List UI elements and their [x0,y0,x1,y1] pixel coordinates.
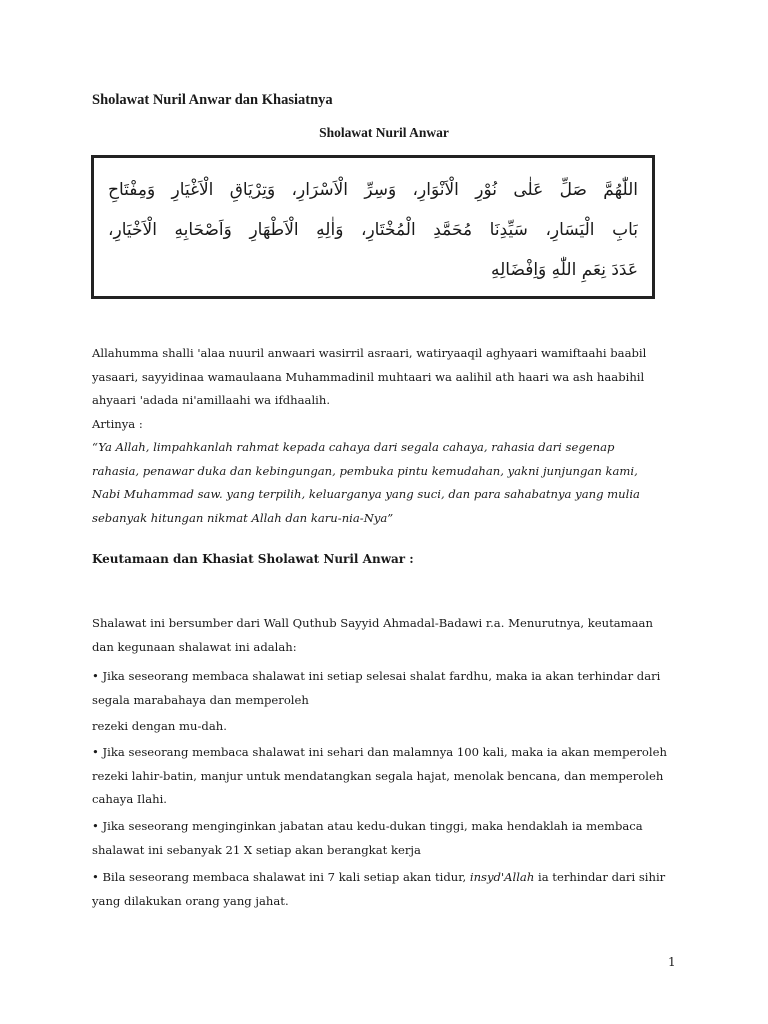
bullet-paragraph [92,715,692,739]
arabic-line: عَدَدَ نِعَمِ اللّٰهِ وَاِفْضَالِهِ [490,260,638,280]
bullet-line [92,866,692,890]
bullet-text: • Bila seseorang membaca shalawat ini 7 kali setiap akan tidur, [92,870,470,884]
arabic-line: اللّٰهُمَّ صَلِّ عَلٰى نُوْرِ الْاَنْوَارِ، وَسِرِّ الْاَسْرَارِ، وَتِرْيَاقِ الْاَغْيَارِ وَمِفْتَاحِ [108,180,638,200]
bullet-paragraph [92,665,692,712]
intro-paragraph [92,612,692,659]
bullet-paragraph [92,815,692,862]
bullet-text: ia terhindar dari sihir [534,870,666,884]
bullet-line: • Jika seseorang membaca shalawat ini sehari dan malamnya 100 kali, maka ia akan memperoleh [92,745,667,759]
intro-line: dan kegunaan shalawat ini adalah: [92,639,297,654]
translation-line: “Ya Allah, limpahkanlah rahmat kepada cahaya dari segala cahaya, rahasia dari segenap [92,440,615,454]
translation-line: Nabi Muhammad saw. yang terpilih, keluarganya yang suci, dan para sahabatnya yang mulia [92,487,640,501]
bullet-line: segala marabahaya dan memperoleh [92,692,309,707]
latin-line: Allahumma shalli 'alaa nuuril anwaari wasirril asraari, watiryaaqil aghyaari wamiftaahi baabil [92,346,647,360]
bullet-line: • Jika seseorang membaca shalawat ini setiap selesai shalat fardhu, maka ia akan terhindar dari [92,669,661,683]
latin-line: ahyaari 'adada ni'amillaahi wa ifdhaalih. [92,393,331,407]
bullet-line: yang dilakukan orang yang jahat. [92,893,289,908]
bullet-paragraph [92,741,692,812]
bullet-line: shalawat ini sebanyak 21 X setiap akan berangkat kerja [92,842,421,857]
section-heading: Keutamaan dan Khasiat Sholawat Nuril Anwar : [92,552,414,566]
section-subtitle: Sholawat Nuril Anwar [319,125,449,140]
bullet-italic-text: insyd'Allah [469,870,535,884]
latin-line: yasaari, sayyidinaa wamaulaana Muhammadinil muhtaari wa aalihil ath haari wa ash haabihil [92,369,645,384]
bullet-line: rezeki lahir-batin, manjur untuk mendatangkan segala hajat, menolak bencana, dan memperoleh [92,768,664,783]
document-title: Sholawat Nuril Anwar dan Khasiatnya [92,92,333,108]
arabic-line: بَابِ الْيَسَارِ، سَيِّدِنَا مُحَمَّدِ الْمُخْتَارِ، وَاٰلِهِ الْاَطْهَارِ وَاَصْحَابِهِ الْاَخْيَارِ، [108,220,638,240]
intro-line: Shalawat ini bersumber dari Wall Quthub Sayyid Ahmadal-Badawi r.a. Menurutnya, keutamaan [92,616,653,630]
page-number: 1 [668,955,676,969]
artinya-label: Artinya : [92,416,143,431]
bullet-line: rezeki dengan mu-dah. [92,719,227,733]
arabic-text-image [91,155,655,299]
translation-line: sebanyak hitungan nikmat Allah dan karu-nia-Nya” [92,510,394,525]
bullet-line: cahaya Ilahi. [92,792,167,806]
translation-line: rahasia, penawar duka dan kebingungan, pembuka pintu kemudahan, yakni junjungan kami, [92,463,638,478]
latin-transliteration [92,342,692,530]
bullet-paragraph [92,866,692,913]
bullet-line: • Jika seseorang menginginkan jabatan atau kedu-dukan tinggi, maka hendaklah ia membaca [92,819,643,833]
